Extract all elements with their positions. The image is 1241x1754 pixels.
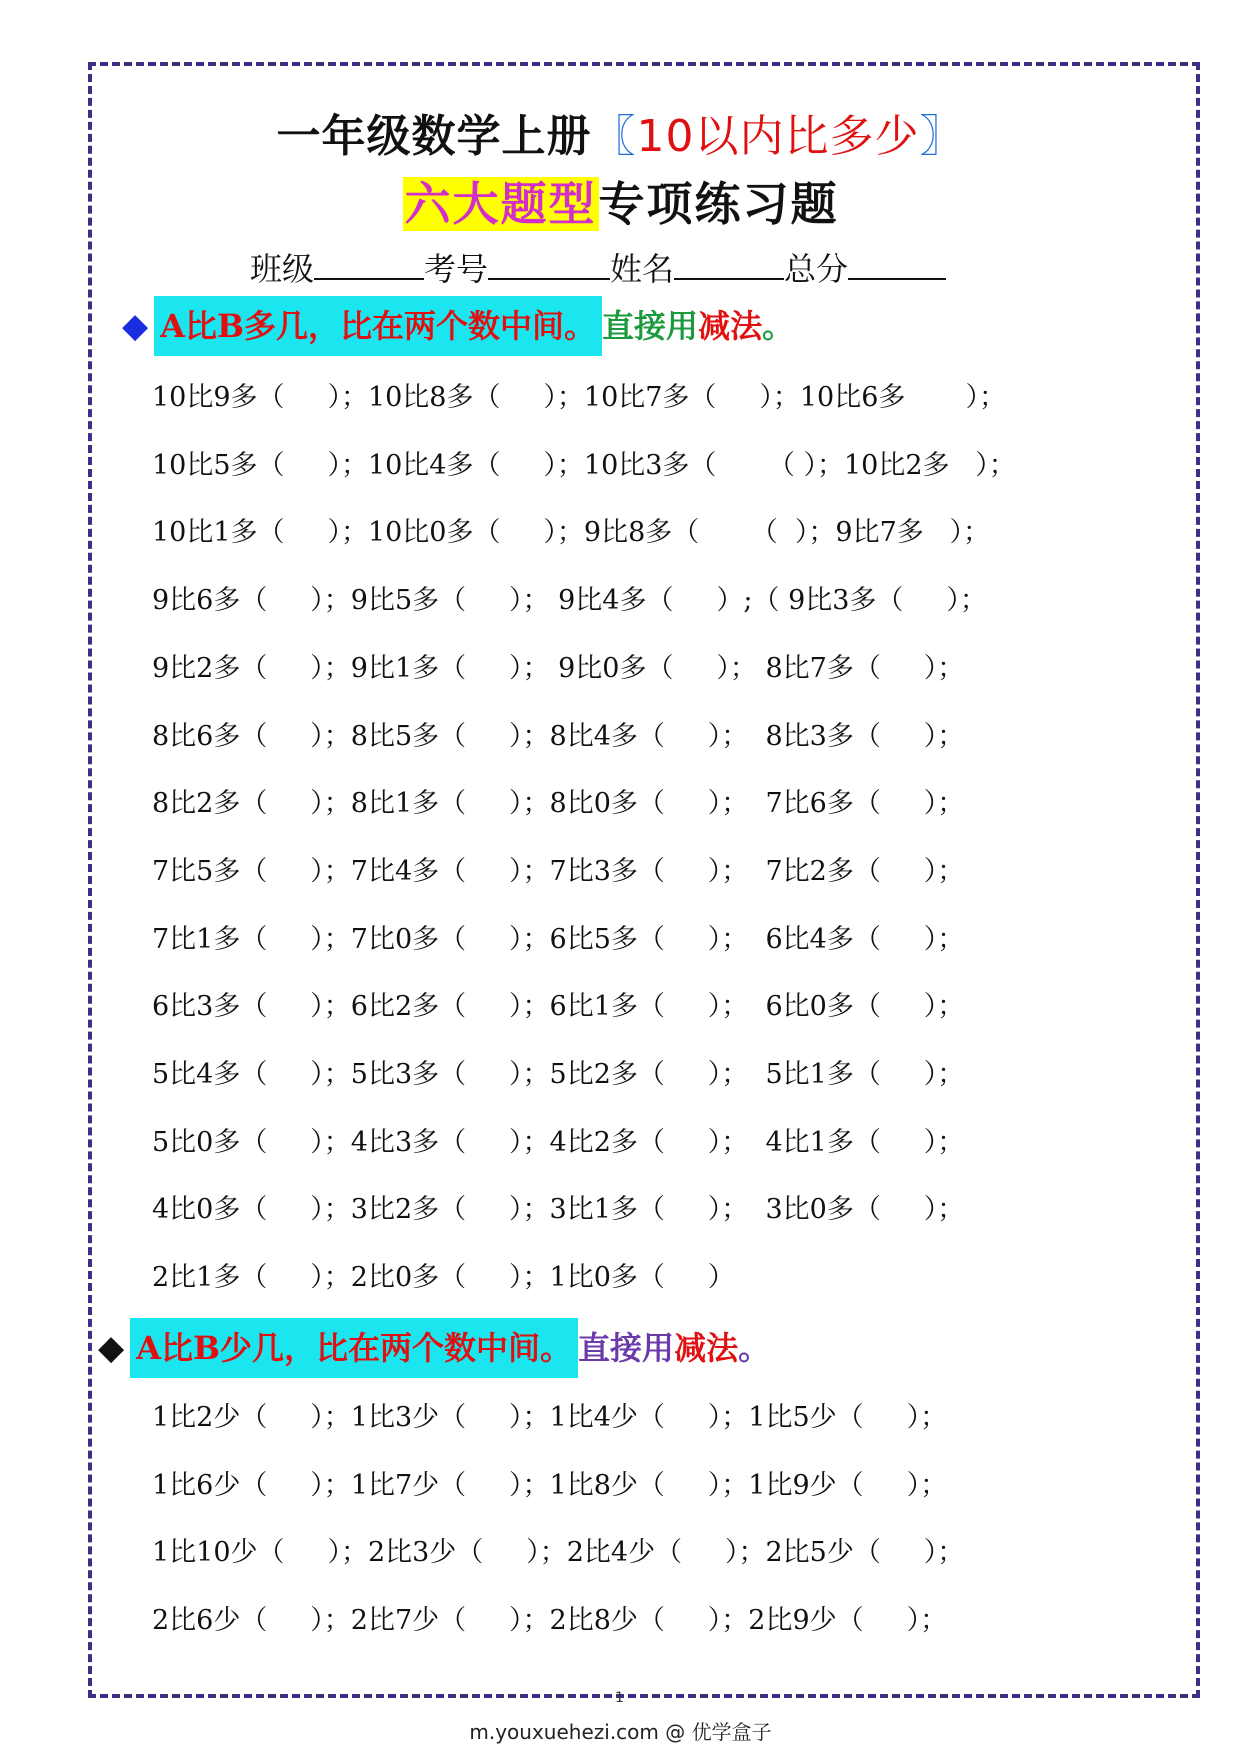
score-label: 总分: [784, 250, 849, 288]
number-label: 考号: [424, 250, 489, 288]
exercise-row: 1比10少（ ）；2比3少（ ）；2比4少（ ）；2比5少（ ）；: [152, 1537, 965, 1569]
diamond-bullet-icon: ◆: [98, 1328, 125, 1368]
section2-method: 减法: [674, 1329, 739, 1367]
section2-heading: [98, 1318, 770, 1378]
exercise-row: 10比5多（ ）；10比4多（ ）；10比3多（ （ ）；10比2多 ）；: [152, 449, 1016, 481]
exercise-row: 1比6少（ ）；1比7少（ ）；1比8少（ ）；1比9少（ ）；: [152, 1469, 948, 1501]
exercise-row: 4比0多（ ）；3比2多（ ）；3比1多（ ）； 3比0多（ ）；: [152, 1194, 965, 1226]
exercise-row: 5比0多（ ）；4比3多（ ）；4比2多（ ）； 4比1多（ ）；: [152, 1126, 965, 1158]
exercise-row: 7比1多（ ）；7比0多（ ）；6比5多（ ）； 6比4多（ ）；: [152, 923, 965, 955]
exercise-row: 9比6多（ ）；9比5多（ ）； 9比4多（ ）;（ 9比3多（ ）；: [152, 585, 987, 617]
worksheet-title-line1: [0, 100, 1241, 164]
name-label: 姓名: [610, 250, 675, 288]
exercise-row: 9比2多（ ）；9比1多（ ）； 9比0多（ ）； 8比7多（ ）；: [152, 652, 965, 684]
section1-end: 。: [762, 307, 795, 345]
exercise-row: 10比1多（ ）；10比0多（ ）；9比8多（ （ ）；9比7多 ）；: [152, 517, 991, 549]
title-topic: 10以内比多少: [636, 111, 920, 162]
section1-method: 减法: [698, 307, 763, 345]
exercise-row: 5比4多（ ）；5比3多（ ）；5比2多（ ）； 5比1多（ ）；: [152, 1059, 965, 1090]
title-bracket-close: 〗: [919, 111, 965, 162]
exercise-row: 6比3多（ ）；6比2多（ ）；6比1多（ ）； 6比0多（ ）；: [152, 991, 965, 1023]
class-blank[interactable]: [314, 252, 424, 280]
score-blank[interactable]: [848, 252, 946, 280]
section2-highlight: A比B少几，比在两个数中间。: [130, 1318, 578, 1378]
exercise-row: 8比2多（ ）；8比1多（ ）；8比0多（ ）； 7比6多（ ）；: [152, 788, 965, 820]
section2-end: 。: [738, 1329, 771, 1367]
section1-heading: [122, 296, 794, 356]
exercise-row: 10比9多（ ）；10比8多（ ）；10比7多（ ）；10比6多 ）；: [152, 382, 1006, 413]
title-main-text: 一年级数学上册: [276, 111, 592, 162]
section1-highlight: A比B多几，比在两个数中间。: [154, 296, 602, 356]
section2-hint: 直接用: [578, 1329, 675, 1367]
section1-hint: 直接用: [602, 307, 699, 345]
exercise-row: 2比1多（ ）；2比0多（ ）；1比0多（ ）: [152, 1262, 735, 1294]
footer-source: m.youxuehezi.com @ 优学盒子: [469, 1720, 772, 1744]
exercise-row: 8比6多（ ）；8比5多（ ）；8比4多（ ）； 8比3多（ ）；: [152, 720, 965, 752]
title-subtitle: 专项练习题: [598, 177, 839, 231]
class-label: 班级: [250, 250, 315, 288]
title-highlight: 六大题型: [404, 177, 597, 231]
page-number: 1: [615, 1690, 624, 1706]
exercise-row: 2比6少（ ）；2比7少（ ）；2比8少（ ）；2比9少（ ）；: [152, 1605, 948, 1637]
worksheet-title-line2: [0, 168, 1241, 234]
title-bracket-open: 〖: [591, 111, 637, 162]
diamond-bullet-icon: ◆: [122, 306, 149, 346]
exercise-row: 1比2少（ ）；1比3少（ ）；1比4少（ ）；1比5少（ ）；: [152, 1402, 948, 1433]
student-info-line: [250, 244, 946, 290]
exercise-row: 7比5多（ ）；7比4多（ ）；7比3多（ ）； 7比2多（ ）；: [152, 855, 965, 887]
name-blank[interactable]: [674, 252, 784, 280]
number-blank[interactable]: [488, 252, 610, 280]
